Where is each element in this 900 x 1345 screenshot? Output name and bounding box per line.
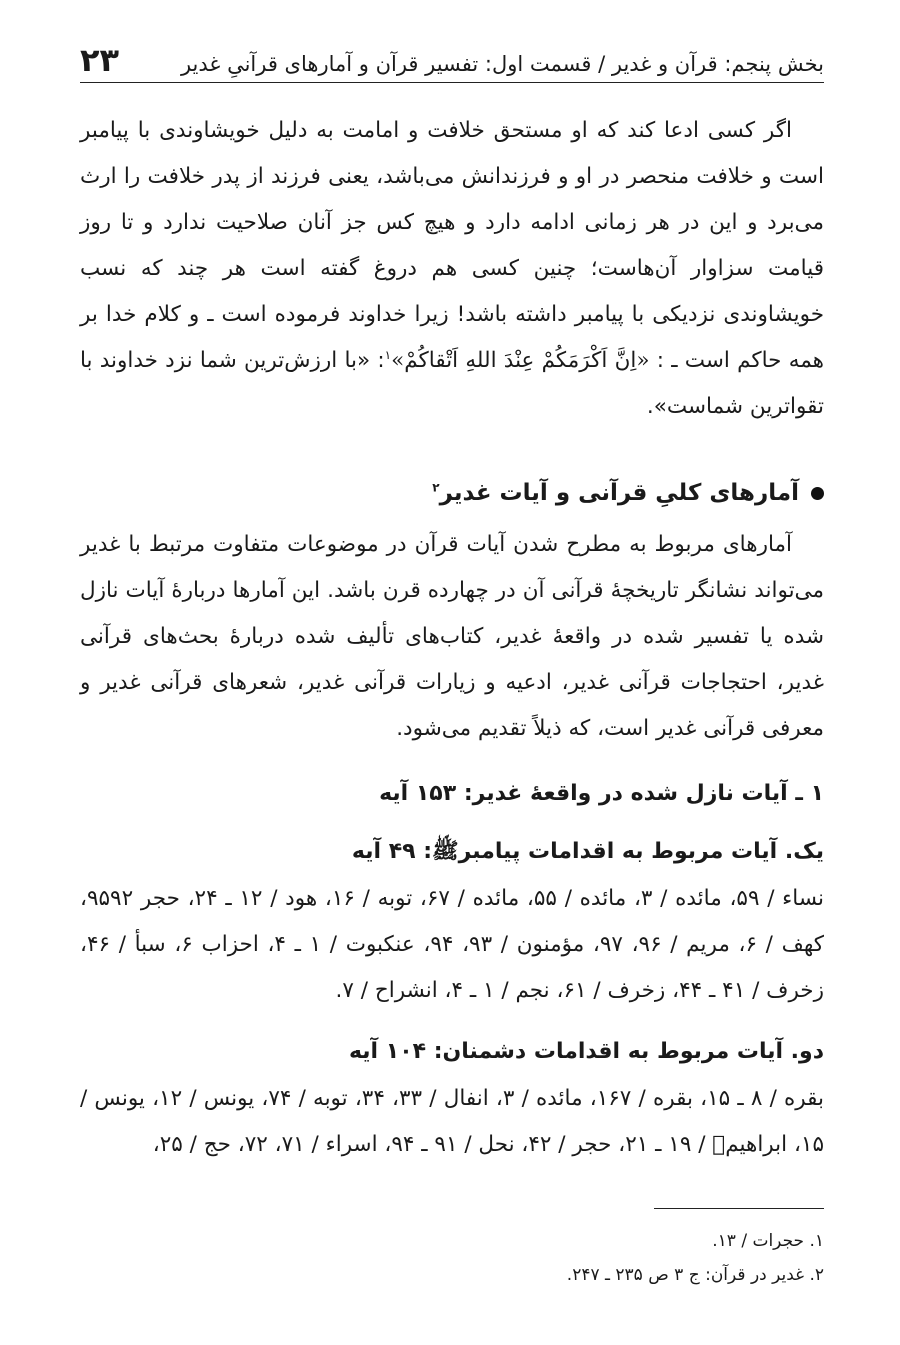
- footnote-divider: [654, 1208, 824, 1209]
- footnote-ref-2: ۲: [432, 480, 440, 495]
- body-text: [80, 108, 824, 1168]
- footnote-ref-1: ۱: [384, 347, 392, 362]
- footnotes: [80, 1224, 824, 1292]
- bullet-icon: [811, 487, 824, 500]
- subsection-heading-verses: ۱ ـ آیات نازل شده در واقعهٔ غدیر: ۱۵۳ آیه: [379, 781, 824, 806]
- verse-list-prophet: نساء / ۵۹، مائده / ۳، مائده / ۵۵، مائده / ۶۷، توبه / ۱۶، هود / ۱۲ ـ ۲۴، حجر ۹۵۹۲، کهف / ۶، مریم / ۹۶، ۹۷، مؤمنون / ۹۳، ۹۴، عنکبوت / ۱ ـ ۴، احزاب ۶، سبأ / ۴۶، زخرف / ۴۱ ـ ۴۴، زخرف / ۶۱، نجم / ۱ ـ ۴، انشراح / ۷.: [80, 886, 824, 1003]
- section-heading: [80, 470, 824, 516]
- footnote-2: ۲. غدیر در قرآن: ج ۳ ص ۲۳۵ ـ ۲۴۷.: [566, 1265, 824, 1285]
- paragraph-statistics: آمارهای مربوط به مطرح شدن آیات قرآن در موضوعات متفاوت مرتبط با غدیر می‌تواند نشانگر تاریخچهٔ قرآنی آن در چهارده قرن باشد. این آمارها دربارهٔ آیات نازل شده یا تفسیر شده در واقعهٔ غدیر، کتاب‌های تألیف شده دربارهٔ بحث‌های قرآنی غدیر، احتجاجات قرآنی غدیر، ادعیه و زیارات قرآنی غدیر، شعرهای قرآنی غدیر و معرفی قرآنی غدیر است، که ذیلاً تقدیم می‌شود.: [80, 532, 824, 741]
- part-heading-prophet: یک. آیات مربوط به اقدامات پیامبرﷺ: ۴۹ آیه: [351, 839, 824, 864]
- section-heading-text: آمارهای کلیِ قرآنی و آیات غدیر: [439, 480, 799, 506]
- quran-quote: «اِنَّ اَکْرَمَکُمْ عِنْدَ اللهِ اَتْقاکُمْ»: [391, 348, 650, 373]
- running-header: [80, 26, 824, 83]
- verse-list-enemies: بقره / ۸ ـ ۱۵، بقره / ۱۶۷، مائده / ۳، انفال / ۳۳، ۳۴، توبه / ۷۴، یونس / ۱۲، یونس / ۱۵، ابراهیمؑ / ۱۹ ـ ۲۱، حجر / ۴۲، نحل / ۹۱ ـ ۹۴، اسراء / ۷۱، ۷۲، حج / ۲۵،: [80, 1086, 824, 1157]
- paragraph-text: اگر کسی ادعا کند که او مستحق خلافت و امامت به دلیل خویشاوندی با پیامبر است و خلافت منحصر در او و فرزندانش می‌باشد، یعنی فرزند از پدر خلافت را ارث می‌برد و این در هر زمانی ادامه دارد و هیچ کس جز آنان صلاحیت ندارد و تا روز قیامت سزاوار آن‌هاست؛ چنین کسی هم دروغ گفته است هر چند که نسب خویشاوندی نزدیکی با پیامبر داشته باشد! زیرا خداوند فرموده است ـ و کلام خدا بر همه حاکم است ـ :: [80, 118, 824, 373]
- page-number: ۲۳: [80, 41, 120, 79]
- running-title: بخش پنجم: قرآن و غدیر / قسمت اول: تفسیر قرآن و آمارهای قرآنیِ غدیر: [180, 52, 824, 76]
- quote-translation: : «با ارزش‌ترین شما نزد خداوند با تقواترین شماست».: [80, 348, 824, 419]
- paragraph-khilafat: [80, 108, 824, 430]
- book-page: [80, 0, 824, 1345]
- part-heading-enemies: دو. آیات مربوط به اقدامات دشمنان: ۱۰۴ آیه: [348, 1039, 824, 1064]
- footnote-1: ۱. حجرات / ۱۳.: [712, 1231, 824, 1251]
